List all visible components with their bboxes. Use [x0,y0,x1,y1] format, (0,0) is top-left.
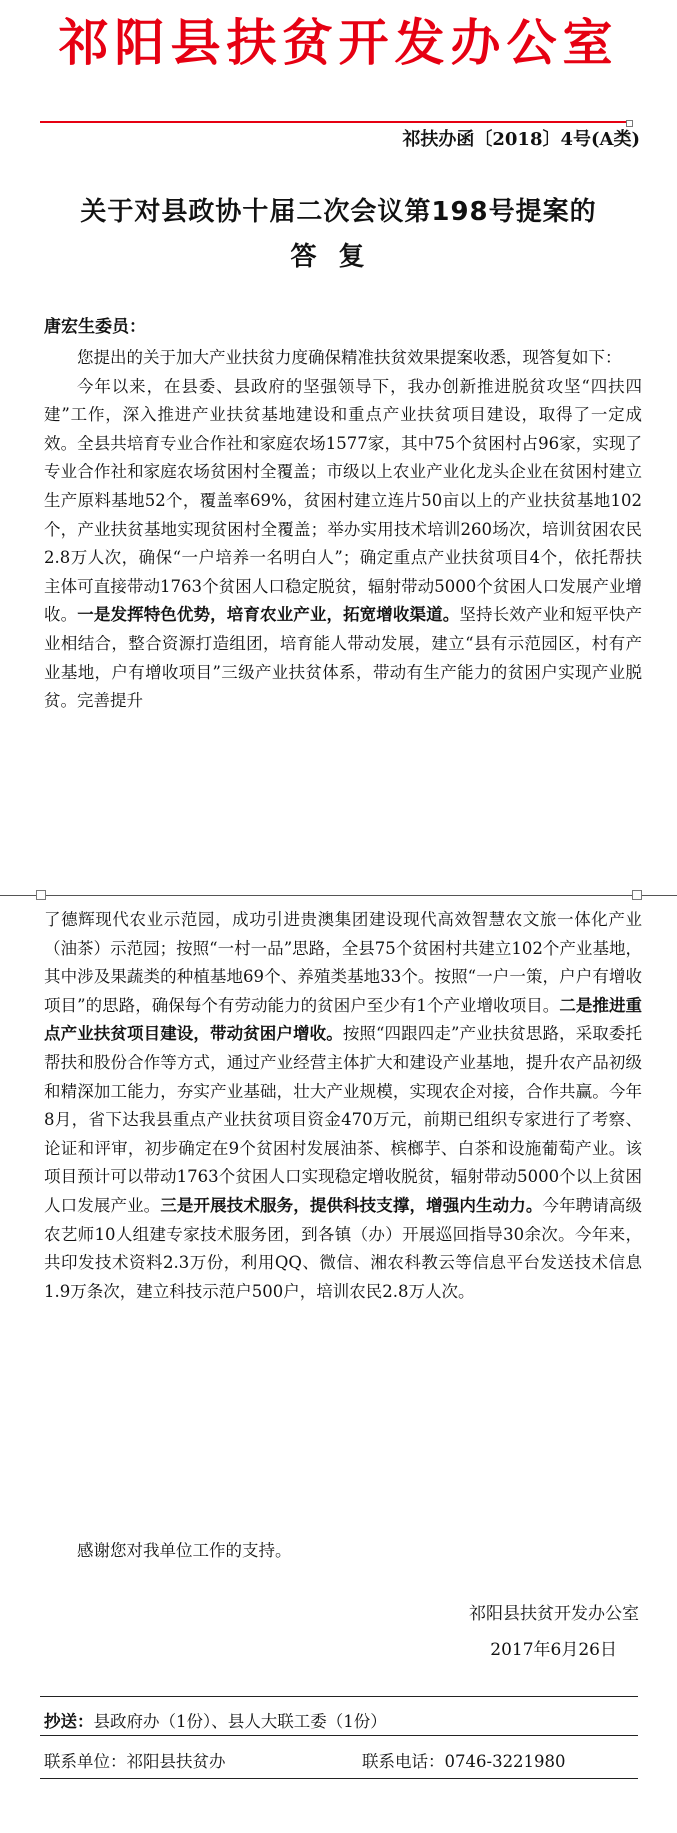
continued-paragraph [44,906,642,1306]
intro-paragraph: 您提出的关于加大产业扶贫力度确保精准扶贫效果提案收悉，现答复如下： [77,348,622,367]
document-title-line2: 答复 [290,242,387,272]
footer-rule-bottom [40,1778,638,1779]
signature-date: 2017年6月26日 [490,1640,617,1660]
cc-label: 抄送： [44,1712,94,1731]
footer-rule-top [40,1696,638,1697]
document-title-line1: 关于对县政协十届二次会议第198号提案的 [80,197,597,227]
red-divider [40,121,628,123]
page-break-marker-left [36,890,46,900]
point-2-text: 按照“四跟四走”产业扶贫思路，采取委托帮扶和股份合作等方式，通过产业经营主体扩大和建设产业基地，提升农产品初级和精深加工能力，夯实产业基础，壮大产业规模，实现农企对接，合作共赢。今年8月，省下达我县重点产业扶贫项目资金470万元，前期已组织专家进行了考察、论证和评审，初步确定在9个贫困村发展油茶、槟榔芋、白茶和设施葡萄产业。该项目预计可以带动1763个贫困人口实现稳定增收脱贫，辐射带动5000个以上贫困人口发展产业。 [44,1024,642,1215]
contact-unit: 联系单位：祁阳县扶贫办 [44,1752,226,1771]
point-1-continued: 了德辉现代农业示范园，成功引进贵澳集团建设现代高效智慧农文旅一体化产业（油茶）示范园；按照“一村一品”思路，全县75个贫困村共建立102个产业基地，其中涉及果蔬类的种植基地69个、养殖类基地33个。按照“一户一策，户户有增收项目”的思路，确保每个有劳动能力的贫困户至少有1个产业增收项目。 [44,910,642,1015]
footer-rule-middle [40,1735,638,1736]
body-page-2 [44,906,642,1546]
org-masthead: 祁阳县扶贫开发办公室 [58,14,619,72]
body-page-1 [44,344,642,862]
point-1-text: 坚持长效产业和短平快产业相结合，整合资源打造组团，培育能人带动发展，建立“县有示范园区，村有产业基地，户有增收项目”三级产业扶贫体系，带动有生产能力的贫困户实现产业脱贫。完善提升 [44,605,642,711]
closing-thanks: 感谢您对我单位工作的支持。 [77,1541,292,1560]
salutation: 唐宏生委员： [44,317,146,337]
page-break-marker-right [632,890,642,900]
cc-line [44,1708,387,1732]
signature-org: 祁阳县扶贫开发办公室 [469,1604,639,1624]
point-3-heading: 三是开展技术服务，提供科技支撑，增强内生动力。 [160,1195,543,1215]
point-3-text: 今年聘请高级农艺师10人组建专家技术服务团，到各镇（办）开展巡回指导30余次。今年来，共印发技术资料2.3万份，利用QQ、微信、湘农科教云等信息平台发送技术信息1.9万条次，建立科技示范户500户，培训农民2.8万人次。 [44,1195,642,1301]
cc-text: 县政府办（1份）、县人大联工委（1份） [93,1712,387,1731]
point-2-heading: 二是推进重点产业扶贫项目建设，带动贫困户增收。 [44,995,642,1044]
point-1-heading: 一是发挥特色优势，培育农业产业，拓宽增收渠道。 [77,605,460,625]
main-paragraph [44,373,642,716]
contact-phone: 联系电话：0746-3221980 [362,1752,566,1771]
page-corner-marker [626,120,633,127]
main-paragraph-text: 今年以来，在县委、县政府的坚强领导下，我办创新推进脱贫攻坚“四扶四建”工作，深入推进产业扶贫基地建设和重点产业扶贫项目建设，取得了一定成效。全县共培育专业合作社和家庭农场1577家，其中75个贫困村占96家，实现了专业合作社和家庭农场贫困村全覆盖；市级以上农业产业化龙头企业在贫困村建立生产原料基地52个，覆盖率69%，贫困村建立连片50亩以上的产业扶贫基地102个，产业扶贫基地实现贫困村全覆盖；举办实用技术培训260场次，培训贫困农民2.8万人次，确保“一户培养一名明白人”；确定重点产业扶贫项目4个，依托帮扶主体可直接带动1763个贫困人口稳定脱贫，辐射带动5000个贫困人口发展产业增收。 [44,376,642,625]
page-break-line [0,895,677,896]
document-reference: 祁扶办函〔2018〕4号(A类) [402,129,640,150]
contact-line [44,1748,642,1772]
